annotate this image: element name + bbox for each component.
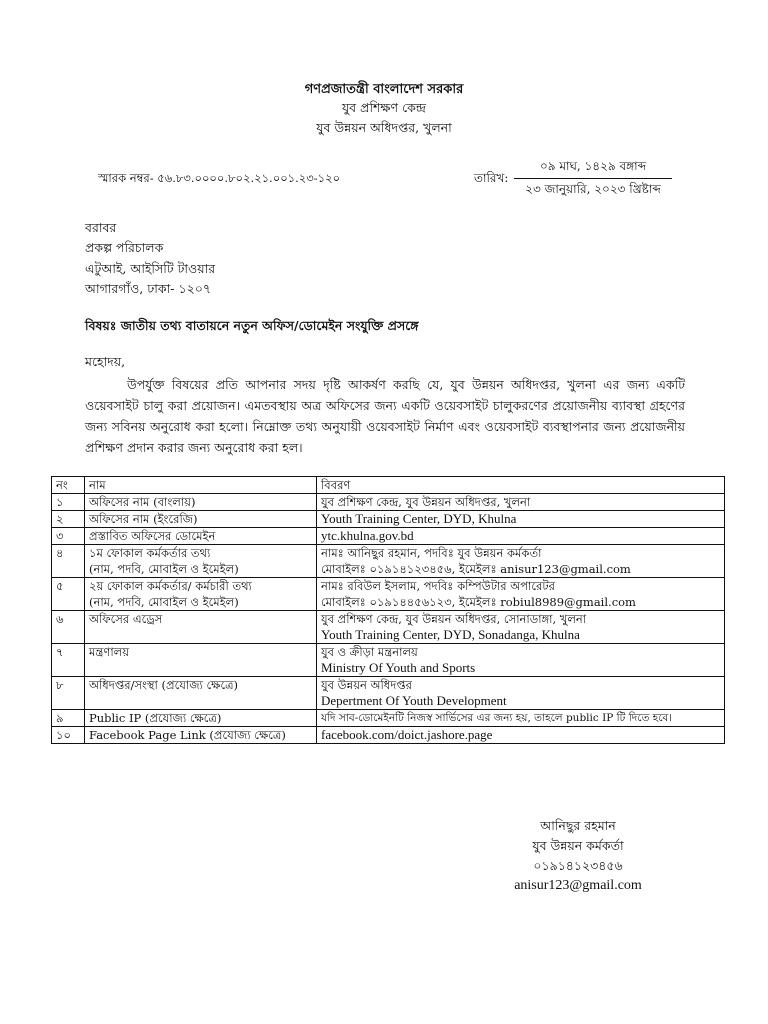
row-desc-text: facebook.com/doict.jashore.page [321, 727, 493, 742]
row-desc [317, 528, 725, 545]
row-name [85, 710, 317, 727]
subject-line: বিষয়ঃ জাতীয় তথ্য বাতায়নে নতুন অফিস/ডোমেইন সংযুক্তি প্রসঙ্গে [85, 318, 419, 333]
table-row [52, 511, 725, 528]
row-name [85, 644, 317, 677]
row-name-text: মন্ত্রণালয় [89, 645, 130, 659]
row-number: ৮ [52, 677, 85, 710]
row-name [85, 677, 317, 710]
table-row [52, 644, 725, 677]
row-name [85, 578, 317, 611]
info-table [51, 476, 725, 744]
row-number: ৪ [52, 545, 85, 578]
row-desc-text: Depertment Of Youth Development [321, 693, 507, 708]
signature-name: আনিছুর রহমান [540, 818, 616, 833]
row-name [85, 611, 317, 644]
date-label: তারিখ: [474, 171, 509, 185]
row-name-text: ১ম ফোকাল কর্মকর্তার তথ্য [89, 546, 211, 560]
row-desc [317, 611, 725, 644]
date-english: ২৩ জানুয়ারি, ২০২৩ খ্রিষ্টাব্দ [525, 182, 661, 196]
row-desc [317, 644, 725, 677]
recipient-line: প্রকল্প পরিচালক [85, 240, 164, 255]
salutation: মহোদয়, [85, 354, 126, 369]
row-desc [317, 494, 725, 511]
recipient-line: এটুআই, আইসিটি টাওয়ার [85, 261, 216, 276]
row-name [85, 545, 317, 578]
row-desc [317, 710, 725, 727]
row-number: ১০ [52, 727, 85, 744]
row-desc-text: মোবাইলঃ ০১৯১৪১২৩৪৫৬, ইমেইলঃ anisur123@gmail.com [321, 562, 631, 576]
table-row [52, 528, 725, 545]
row-name-text: প্রস্তাবিত অফিসের ডোমেইন [89, 529, 216, 543]
header-cell: নং [52, 477, 85, 494]
header-cell: বিবরণ [317, 477, 725, 494]
table-row [52, 710, 725, 727]
row-desc [317, 727, 725, 744]
header-department: যুব উন্নয়ন অধিদপ্তর, খুলনা [316, 120, 452, 135]
row-name [85, 494, 317, 511]
body-paragraph: উপর্যুক্ত বিষয়ের প্রতি আপনার সদয় দৃষ্টি আকর্ষণ করছি যে, যুব উন্নয়ন অধিদপ্তর, খুলনা এর জন্য একটি ওয়েবসাইট চালু করা প্রয়োজন। এমতবস্থায় অত্র অফিসের জন্য একটি ওয়েবসাইট চালুকরণের প্রয়োজনীয় ব্যাবস্থা গ্রহণের জন্য সবিনয় অনুরোধ করা হলো। নিম্নোক্ত তথ্য অনুযায়ী ওয়েবসাইট নির্মাণ এবং ওয়েবসাইট ব্যবস্থাপনার জন্য প্রয়োজনীয় প্রশিক্ষণ প্রদান করার জন্য অনুরোধ করা হল। [85, 377, 685, 455]
table-row [52, 545, 725, 578]
row-name-text: Facebook Page Link (প্রযোজ্য ক্ষেত্রে) [89, 728, 286, 742]
row-desc-text: যুব উন্নয়ন অধিদপ্তর [321, 678, 413, 692]
row-name [85, 528, 317, 545]
row-number: ৯ [52, 710, 85, 727]
recipient-line: আগারগাঁও, ঢাকা- ১২০৭ [85, 281, 211, 296]
header-cell: নাম [85, 477, 317, 494]
row-desc-text: যদি সাব-ডোমেইনটি নিজস্ব সার্ভিসের এর জন্য হয়, তাহলে public IP টি দিতে হবে। [321, 712, 673, 724]
row-desc-text: Youth Training Center, DYD, Sonadanga, Khulna [321, 627, 580, 642]
row-name-text: অফিসের নাম (ইংরেজি) [89, 512, 198, 526]
row-name [85, 727, 317, 744]
row-desc-text: মোবাইলঃ ০১৯১৪৪৫৬১২৩, ইমেইলঃ robiul8989@gmail.com [321, 595, 636, 609]
table-row [52, 611, 725, 644]
row-desc-text: যুব ও ক্রীড়া মন্ত্রনালয় [321, 645, 418, 659]
row-name [85, 511, 317, 528]
row-desc [317, 578, 725, 611]
row-number: ৫ [52, 578, 85, 611]
row-desc-text: যুব প্রশিক্ষণ কেন্দ্র, যুব উন্নয়ন অধিদপ্তর, সোনাডাঙ্গা, খুলনা [321, 612, 587, 626]
signature-email: anisur123@gmail.com [514, 878, 642, 893]
row-desc [317, 511, 725, 528]
row-desc-text: নামঃ আনিছুর রহমান, পদবিঃ যুব উন্নয়ন কর্মকর্তা [321, 546, 542, 560]
row-desc-text: Youth Training Center, DYD, Khulna [321, 511, 517, 526]
date-divider [514, 178, 672, 179]
header-govt: গণপ্রজাতন্ত্রী বাংলাদেশ সরকার [304, 82, 464, 97]
row-desc [317, 545, 725, 578]
row-desc [317, 677, 725, 710]
row-desc-text: Ministry Of Youth and Sports [321, 660, 476, 675]
row-name-text: অফিসের নাম (বাংলায়) [89, 495, 196, 509]
row-desc-text: যুব প্রশিক্ষণ কেন্দ্র, যুব উন্নয়ন অধিদপ্তর, খুলনা [321, 495, 531, 509]
row-name-text: Public IP (প্রযোজ্য ক্ষেত্রে) [89, 711, 222, 725]
row-desc-text: নামঃ রবিউল ইসলাম, পদবিঃ কম্পিউটার অপারেটর [321, 579, 555, 593]
table-row [52, 578, 725, 611]
row-number: ২ [52, 511, 85, 528]
row-number: ৬ [52, 611, 85, 644]
memo-number: স্মারক নম্বর- ৫৬.৮৩.০০০০.৮০২.২১.০০১.২৩-১২০ [98, 171, 341, 185]
header-office: যুব প্রশিক্ষণ কেন্দ্র [341, 100, 427, 115]
row-number: ১ [52, 494, 85, 511]
table-row [52, 494, 725, 511]
row-name-text: (নাম, পদবি, মোবাইল ও ইমেইল) [89, 595, 239, 609]
row-number: ৩ [52, 528, 85, 545]
row-name-text: অধিদপ্তর/সংস্থা (প্রযোজ্য ক্ষেত্রে) [89, 678, 239, 692]
row-number: ৭ [52, 644, 85, 677]
row-name-text: (নাম, পদবি, মোবাইল ও ইমেইল) [89, 562, 239, 576]
row-desc-text: ytc.khulna.gov.bd [321, 528, 414, 543]
table-header-row [52, 477, 725, 494]
table-row [52, 727, 725, 744]
table-row [52, 677, 725, 710]
date-bangla: ০৯ মাঘ, ১৪২৯ বঙ্গাব্দ [539, 159, 647, 173]
row-name-text: ২য় ফোকাল কর্মকর্তার/ কর্মচারী তথ্য [89, 579, 252, 593]
recipient-line: বরাবর [85, 220, 117, 235]
signature-phone: ০১৯১৪১২৩৪৫৬ [533, 858, 623, 873]
signature-designation: যুব উন্নয়ন কর্মকর্তা [532, 838, 624, 853]
row-name-text: অফিসের এড্রেস [89, 612, 163, 626]
